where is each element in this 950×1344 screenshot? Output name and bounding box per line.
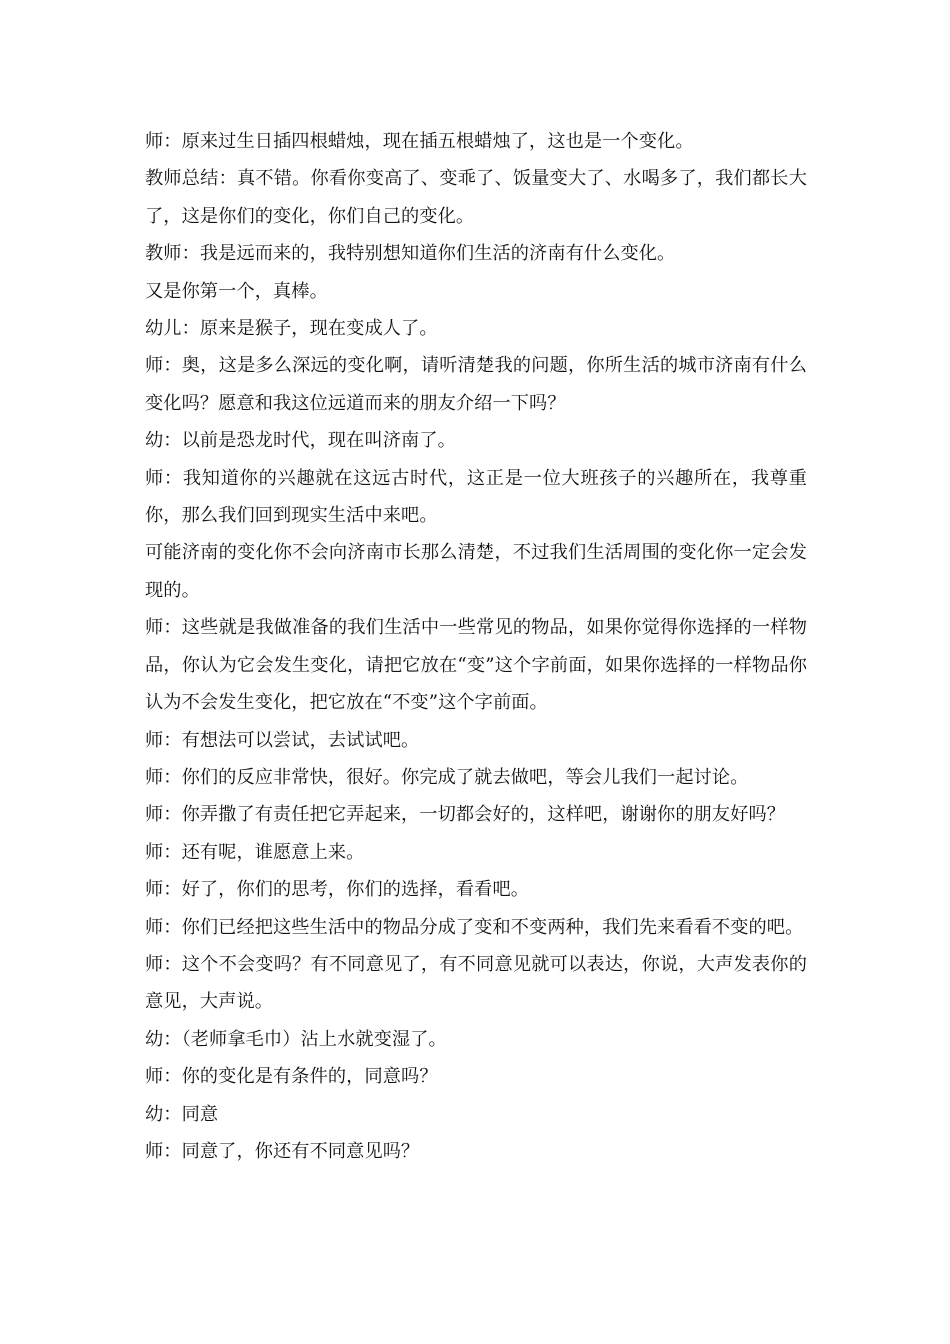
paragraph: 师：你们的反应非常快，很好。你完成了就去做吧，等会儿我们一起讨论。	[145, 766, 749, 788]
paragraph: 幼：以前是恐龙时代，现在叫济南了。	[145, 430, 456, 452]
paragraph: 师：你们已经把这些生活中的物品分成了变和不变两种，我们先来看看不变的吧。	[145, 916, 804, 938]
paragraph: 幼儿：原来是猴子，现在变成人了。	[145, 318, 438, 340]
document-page	[145, 123, 807, 1170]
paragraph: 师：原来过生日插四根蜡烛，现在插五根蜡烛了，这也是一个变化。	[145, 131, 694, 152]
paragraph: 师：还有呢，谁愿意上来。	[145, 841, 365, 863]
paragraph: 幼：（老师拿毛巾）沾上水就变湿了。	[145, 1028, 447, 1050]
paragraph: 师：你弄撒了有责任把它弄起来，一切都会好的，这样吧，谢谢你的朋友好吗？	[145, 804, 786, 826]
paragraph: 师：有想法可以尝试，去试试吧。	[145, 729, 420, 751]
paragraph: 教师总结：真不错。你看你变高了、变乖了、饭量变大了、水喝多了，我们都长大了，这是你们的变化，你们自己的变化。	[145, 168, 807, 227]
paragraph: 师：我知道你的兴趣就在这远古时代，这正是一位大班孩子的兴趣所在，我尊重你，那么我们回到现实生活中来吧。	[145, 467, 807, 527]
paragraph: 幼：同意	[145, 1103, 219, 1125]
paragraph: 又是你第一个，真棒。	[145, 280, 328, 302]
paragraph: 师：这些就是我做准备的我们生活中一些常见的物品，如果你觉得你选择的一样物品，你认为它会发生变化，请把它放在“变”这个字前面，如果你选择的一样物品你认为不会发生变化，把它放在“不变”这个字前面。	[145, 617, 807, 714]
paragraph: 教师：我是远而来的，我特别想知道你们生活的济南有什么变化。	[145, 243, 676, 265]
paragraph: 师：你的变化是有条件的，同意吗？	[145, 1066, 438, 1088]
paragraph: 师：好了，你们的思考，你们的选择，看看吧。	[145, 879, 530, 901]
paragraph: 师：这个不会变吗？有不同意见了，有不同意见就可以表达，你说，大声发表你的意见，大声说。	[145, 953, 807, 1013]
paragraph: 师：奥，这是多么深远的变化啊，请听清楚我的问题，你所生活的城市济南有什么变化吗？愿意和我这位远道而来的朋友介绍一下吗？	[145, 355, 807, 414]
paragraph: 可能济南的变化你不会向济南市长那么清楚，不过我们生活周围的变化你一定会发现的。	[145, 542, 807, 601]
paragraph: 师：同意了，你还有不同意见吗？	[145, 1140, 420, 1162]
